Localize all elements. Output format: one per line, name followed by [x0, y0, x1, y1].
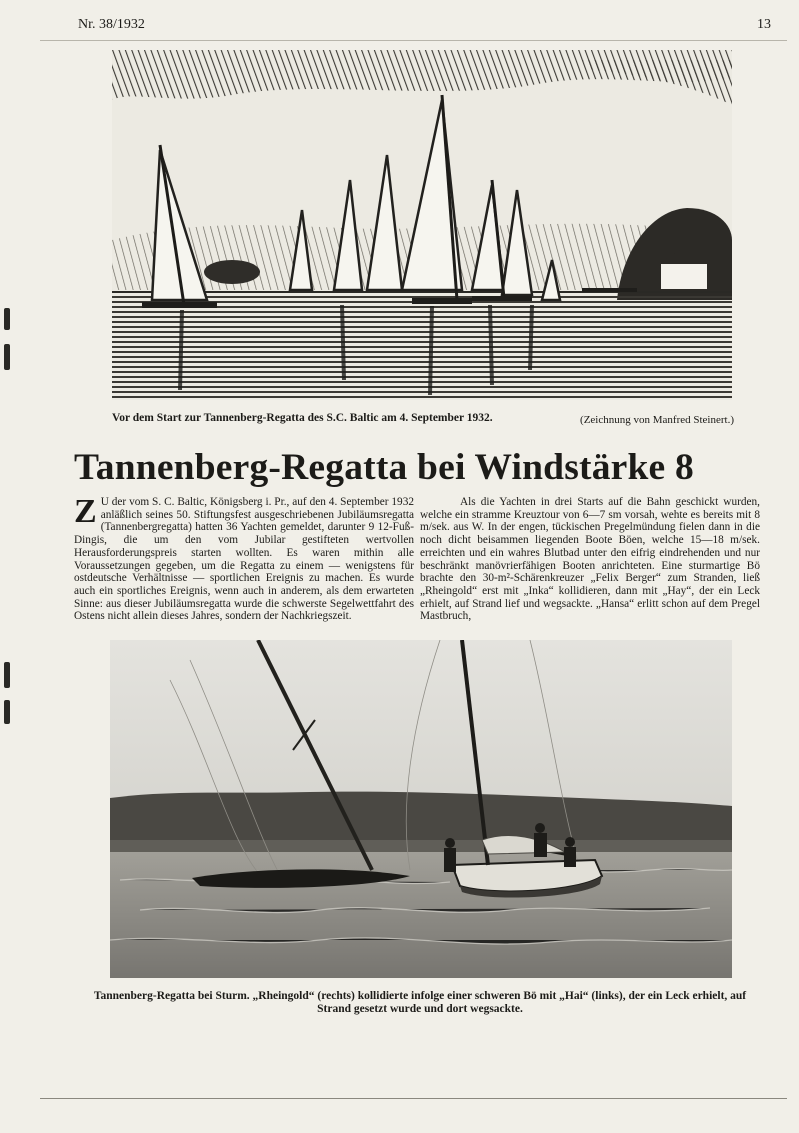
page-number: 13 — [757, 17, 771, 32]
drop-cap: Z — [74, 493, 97, 530]
regatta-sketch-illustration — [112, 50, 732, 400]
article-title: Tannenberg-Regatta bei Windstärke 8 — [74, 447, 694, 488]
article-paragraph — [74, 493, 414, 623]
top-figure-caption: Vor dem Start zur Tannenberg-Regatta des S.C. Baltic am 4. September 1932. — [112, 412, 493, 424]
article-column-right — [420, 496, 760, 623]
binding-holes — [0, 0, 14, 1133]
bottom-figure-caption: Tannenberg-Regatta bei Sturm. „Rheingold“ (rechts) kollidierte infolge einer schweren Bö mit „Hai“ (links), der ein Leck erhielt, auf Strand gesetzt wurde und dort wegsackte. — [93, 990, 747, 1015]
footer-rule — [40, 1098, 787, 1099]
header-rule — [40, 40, 787, 41]
regatta-storm-photo — [110, 640, 732, 978]
top-figure-credit: (Zeichnung von Manfred Steinert.) — [580, 414, 734, 426]
issue-number: Nr. 38/1932 — [78, 17, 145, 32]
article-column-left — [74, 493, 414, 623]
article-paragraph: Als die Yachten in drei Starts auf die Bahn geschickt wurden, welche ein stramme Kreuztour von 6—7 sm vorsah, wehte es bereits mit 8 m/sek. aus W. In der engen, tückischen Pregelmündung fielen dann in die noch dicht beisammen liegenden Boote Böen, welche 15—18 m/sek. erreichten und ein wahres Blutbad unter den eifrig eindrehenden und nur beschränkt manövrierfähigen Booten anrichteten. Eine sturmartige Bö brachte den 30-m²-Schärenkreuzer „Felix Berger“ zum Stranden, ließ „Rheingold“ erst mit „Inka“ kollidieren, dann mit „Hay“, der ein Leck erhielt, auf Strand lief und wegsackte. „Hansa“ erlitt schon auf dem Pregel Mastbruch, — [420, 496, 760, 623]
paragraph-text: U der vom S. C. Baltic, Königsberg i. Pr., auf den 4. September 1932 anläßlich seines 50. Stiftungsfest ausgeschriebenen Jubiläumsregatta (Tannenbergregatta) hatten 36 Yachten gemeldet, darunter 9 12-Fuß-Dingis, die um den vom Jubilar gestifteten wertvollen Herausforderungspreis starten wollten. Es waren mithin alle Voraussetzungen gegeben, um die Regatta zu einem — wenigstens für ostdeutsche Verhältnisse — sportlichen Ereignis zu machen. Es wurde auch ein sportliches Ereignis, wenn auch in anderem, als dem erwarteten Sinne: aus dieser Jubiläumsregatta wurde die schwerste Segelwettfahrt des Ostens nicht allein dieses Jahres, sondern der Nachkriegszeit. — [74, 496, 414, 623]
